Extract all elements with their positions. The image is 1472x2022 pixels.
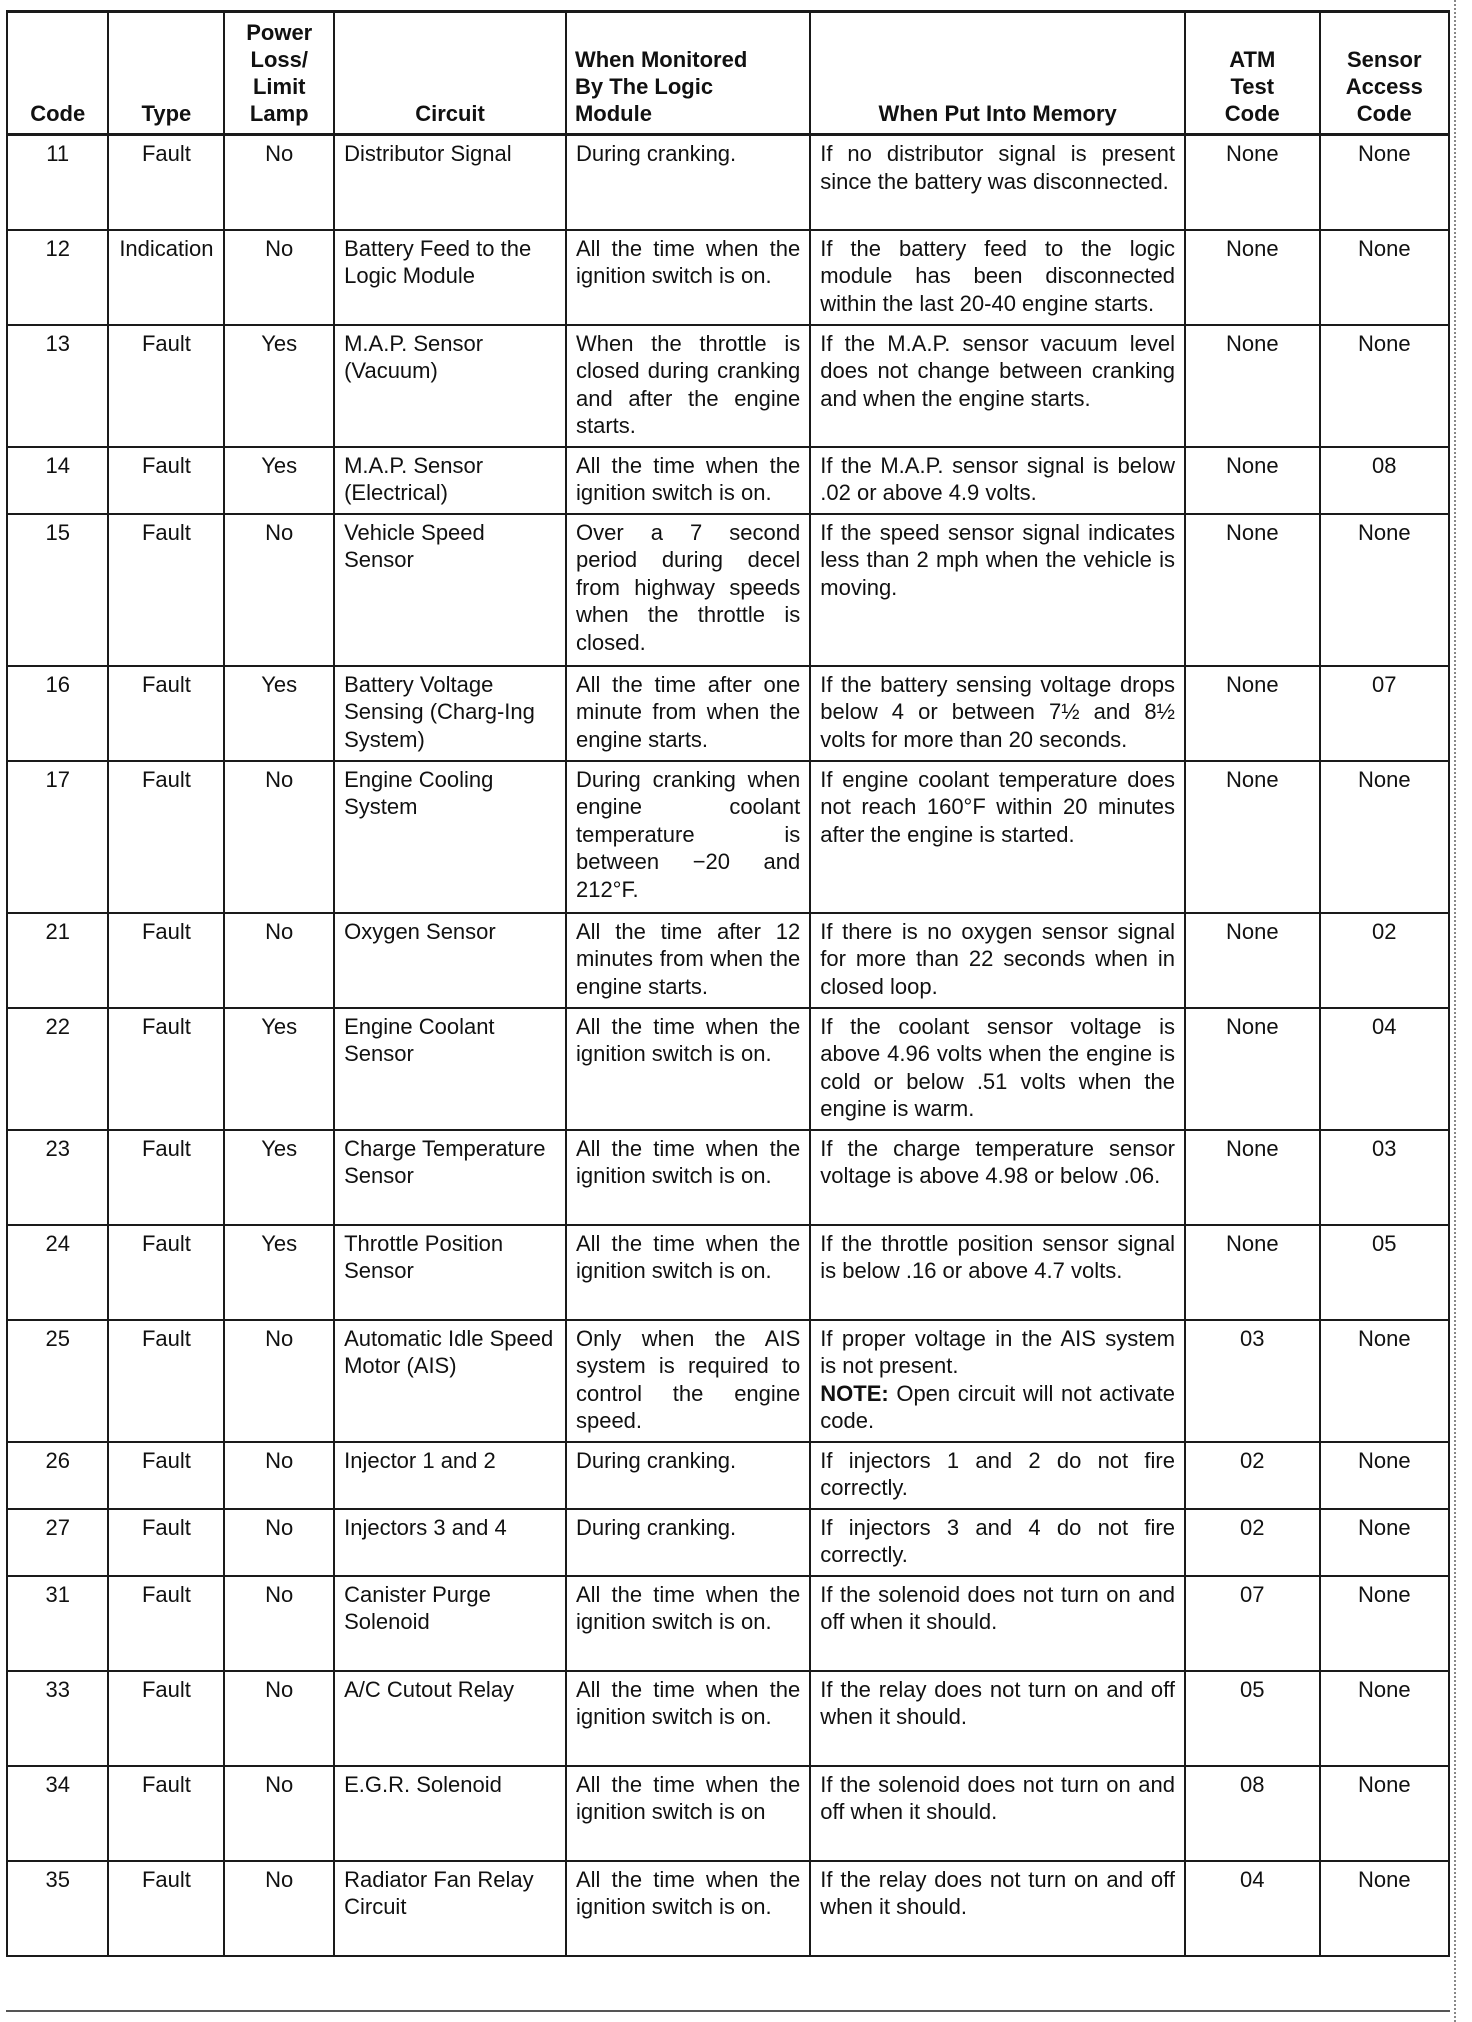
table-row (7, 1320, 1449, 1442)
cell-memory: If injectors 3 and 4 do not fire correctly. (810, 1509, 1185, 1576)
cell-memory: If the coolant sensor voltage is above 4.96 volts when the engine is cold or below .51 volts when the engine is warm. (810, 1008, 1185, 1130)
table-row (7, 447, 1449, 514)
cell-circuit: Radiator Fan Relay Circuit (334, 1861, 566, 1956)
cell-sensor-access: 04 (1320, 1008, 1449, 1130)
cell-atm: None (1185, 1130, 1320, 1225)
table-row (7, 666, 1449, 761)
cell-circuit: Canister Purge Solenoid (334, 1576, 566, 1671)
cell-sensor-access: 07 (1320, 666, 1449, 761)
memory-text: If proper voltage in the AIS system is not present. (820, 1325, 1175, 1378)
cell-sensor-access: 03 (1320, 1130, 1449, 1225)
cell-sensor-access: 02 (1320, 913, 1449, 1008)
cell-code: 33 (7, 1671, 108, 1766)
cell-lamp: No (224, 1509, 334, 1576)
cell-circuit: Throttle Position Sensor (334, 1225, 566, 1320)
cell-monitored: All the time when the ignition switch is on. (566, 1576, 810, 1671)
cell-sensor-access: None (1320, 1442, 1449, 1509)
cell-type: Fault (108, 1671, 224, 1766)
bottom-rule (6, 2010, 1450, 2012)
cell-memory: If the charge temperature sensor voltage is above 4.98 or below .06. (810, 1130, 1185, 1225)
cell-lamp: No (224, 1442, 334, 1509)
cell-monitored: All the time when the ignition switch is on. (566, 1130, 810, 1225)
cell-memory: If the solenoid does not turn on and off when it should. (810, 1576, 1185, 1671)
cell-memory: If there is no oxygen sensor signal for more than 22 seconds when in closed loop. (810, 913, 1185, 1008)
table-row (7, 1861, 1449, 1956)
cell-atm: 07 (1185, 1576, 1320, 1671)
cell-lamp: Yes (224, 1130, 334, 1225)
cell-lamp: Yes (224, 1225, 334, 1320)
cell-code: 34 (7, 1766, 108, 1861)
cell-type: Fault (108, 913, 224, 1008)
cell-circuit: Vehicle Speed Sensor (334, 514, 566, 666)
cell-lamp: Yes (224, 1008, 334, 1130)
cell-sensor-access: None (1320, 1576, 1449, 1671)
cell-atm: None (1185, 135, 1320, 230)
cell-type: Fault (108, 1861, 224, 1956)
table-row (7, 1671, 1449, 1766)
cell-atm: None (1185, 913, 1320, 1008)
cell-monitored: During cranking. (566, 1509, 810, 1576)
table-row (7, 1576, 1449, 1671)
cell-monitored: During cranking. (566, 1442, 810, 1509)
cell-type: Indication (108, 230, 224, 325)
cell-memory: If no distributor signal is present since the battery was disconnected. (810, 135, 1185, 230)
cell-circuit: Automatic Idle Speed Motor (AIS) (334, 1320, 566, 1442)
header-monitored-line: By The Logic (574, 74, 714, 99)
cell-type: Fault (108, 666, 224, 761)
cell-memory: If the battery sensing voltage drops below 4 or between 7½ and 8½ volts for more than 20 seconds. (810, 666, 1185, 761)
cell-lamp: Yes (224, 325, 334, 447)
header-sensor-access-code (1320, 12, 1449, 135)
cell-monitored: During cranking. (566, 135, 810, 230)
cell-memory: If engine coolant temperature does not reach 160°F within 20 minutes after the engine is started. (810, 761, 1185, 913)
cell-memory (810, 1320, 1185, 1442)
cell-lamp: No (224, 514, 334, 666)
cell-monitored: All the time when the ignition switch is on. (566, 230, 810, 325)
note-label: NOTE: (820, 1380, 889, 1406)
cell-lamp: No (224, 761, 334, 913)
cell-memory: If the solenoid does not turn on and off when it should. (810, 1766, 1185, 1861)
cell-circuit: Distributor Signal (334, 135, 566, 230)
header-when-put-into-memory: When Put Into Memory (810, 12, 1185, 135)
table-row (7, 1442, 1449, 1509)
cell-code: 15 (7, 514, 108, 666)
cell-lamp: No (224, 135, 334, 230)
cell-monitored: All the time when the ignition switch is on. (566, 1671, 810, 1766)
table-row (7, 1766, 1449, 1861)
header-type: Type (108, 12, 224, 135)
cell-monitored: All the time when the ignition switch is on. (566, 1225, 810, 1320)
cell-circuit: Charge Temperature Sensor (334, 1130, 566, 1225)
cell-lamp: No (224, 1576, 334, 1671)
cell-atm: 04 (1185, 1861, 1320, 1956)
cell-atm: 03 (1185, 1320, 1320, 1442)
cell-sensor-access: None (1320, 230, 1449, 325)
cell-circuit: M.A.P. Sensor (Vacuum) (334, 325, 566, 447)
cell-monitored: Only when the AIS system is required to control the engine speed. (566, 1320, 810, 1442)
cell-atm: None (1185, 447, 1320, 514)
cell-code: 24 (7, 1225, 108, 1320)
header-atm-line: Test (1230, 74, 1275, 99)
cell-circuit: Injectors 3 and 4 (334, 1509, 566, 1576)
cell-lamp: No (224, 1861, 334, 1956)
cell-sensor-access: None (1320, 1861, 1449, 1956)
cell-atm: None (1185, 1225, 1320, 1320)
cell-code: 12 (7, 230, 108, 325)
cell-circuit: Engine Coolant Sensor (334, 1008, 566, 1130)
cell-lamp: No (224, 1671, 334, 1766)
cell-atm: None (1185, 325, 1320, 447)
cell-monitored: Over a 7 second period during decel from highway speeds when the throttle is closed. (566, 514, 810, 666)
table-row (7, 514, 1449, 666)
cell-circuit: E.G.R. Solenoid (334, 1766, 566, 1861)
cell-type: Fault (108, 1008, 224, 1130)
cell-lamp: Yes (224, 666, 334, 761)
fault-code-table (6, 10, 1450, 1957)
table-row (7, 1008, 1449, 1130)
cell-sensor-access: 08 (1320, 447, 1449, 514)
table-header (7, 12, 1449, 135)
cell-memory: If the speed sensor signal indicates less than 2 mph when the vehicle is moving. (810, 514, 1185, 666)
cell-sensor-access: 05 (1320, 1225, 1449, 1320)
note-text: Open circuit will not activate code. (820, 1380, 1175, 1433)
cell-circuit: Battery Voltage Sensing (Charg-Ing System) (334, 666, 566, 761)
header-power-loss-limit-lamp (224, 12, 334, 135)
table-row (7, 325, 1449, 447)
cell-lamp: No (224, 1766, 334, 1861)
cell-monitored: All the time after 12 minutes from when the engine starts. (566, 913, 810, 1008)
header-lamp-line: Loss/ (250, 47, 308, 72)
cell-atm: None (1185, 230, 1320, 325)
header-lamp-line: Lamp (249, 101, 309, 126)
cell-monitored: All the time when the ignition switch is on. (566, 1008, 810, 1130)
cell-monitored: All the time when the ignition switch is on. (566, 447, 810, 514)
header-atm-test-code (1185, 12, 1320, 135)
table-row (7, 1509, 1449, 1576)
header-sensor-line: Access (1345, 74, 1423, 99)
cell-atm: None (1185, 666, 1320, 761)
cell-type: Fault (108, 1576, 224, 1671)
cell-circuit: Injector 1 and 2 (334, 1442, 566, 1509)
cell-atm: None (1185, 761, 1320, 913)
header-sensor-line: Code (1356, 101, 1412, 126)
cell-code: 13 (7, 325, 108, 447)
cell-sensor-access: None (1320, 514, 1449, 666)
header-atm-line: ATM (1229, 47, 1276, 72)
cell-code: 26 (7, 1442, 108, 1509)
cell-monitored: All the time when the ignition switch is on. (566, 1861, 810, 1956)
cell-type: Fault (108, 1320, 224, 1442)
cell-sensor-access: None (1320, 1509, 1449, 1576)
cell-code: 25 (7, 1320, 108, 1442)
table-row (7, 135, 1449, 230)
cell-type: Fault (108, 1442, 224, 1509)
cell-code: 22 (7, 1008, 108, 1130)
cell-type: Fault (108, 1766, 224, 1861)
cell-atm: 02 (1185, 1442, 1320, 1509)
table-row (7, 1225, 1449, 1320)
header-monitored-line: Module (574, 101, 652, 126)
cell-monitored: All the time after one minute from when the engine starts. (566, 666, 810, 761)
cell-atm: 02 (1185, 1509, 1320, 1576)
cell-sensor-access: None (1320, 1320, 1449, 1442)
cell-type: Fault (108, 135, 224, 230)
cell-circuit: Engine Cooling System (334, 761, 566, 913)
cell-type: Fault (108, 1130, 224, 1225)
table-row (7, 230, 1449, 325)
cell-circuit: Battery Feed to the Logic Module (334, 230, 566, 325)
cell-sensor-access: None (1320, 325, 1449, 447)
cell-atm: 05 (1185, 1671, 1320, 1766)
scan-edge-marks (1454, 0, 1466, 2022)
header-when-monitored (566, 12, 810, 135)
header-monitored-line: When Monitored (574, 47, 748, 72)
cell-monitored: During cranking when engine coolant temperature is between −20 and 212°F. (566, 761, 810, 913)
cell-sensor-access: None (1320, 1671, 1449, 1766)
cell-lamp: No (224, 230, 334, 325)
header-circuit: Circuit (334, 12, 566, 135)
header-code: Code (7, 12, 108, 135)
cell-type: Fault (108, 325, 224, 447)
cell-circuit: A/C Cutout Relay (334, 1671, 566, 1766)
cell-monitored: When the throttle is closed during cranking and after the engine starts. (566, 325, 810, 447)
header-lamp-line: Power (246, 20, 313, 45)
table-body (7, 135, 1449, 1956)
cell-atm: 08 (1185, 1766, 1320, 1861)
cell-memory: If the relay does not turn on and off when it should. (810, 1861, 1185, 1956)
cell-code: 23 (7, 1130, 108, 1225)
cell-atm: None (1185, 514, 1320, 666)
cell-code: 31 (7, 1576, 108, 1671)
cell-type: Fault (108, 761, 224, 913)
header-atm-line: Code (1224, 101, 1280, 126)
cell-type: Fault (108, 1225, 224, 1320)
table-row (7, 1130, 1449, 1225)
cell-sensor-access: None (1320, 761, 1449, 913)
table-row (7, 913, 1449, 1008)
cell-code: 17 (7, 761, 108, 913)
cell-lamp: Yes (224, 447, 334, 514)
cell-code: 27 (7, 1509, 108, 1576)
header-sensor-line: Sensor (1346, 47, 1422, 72)
cell-memory: If injectors 1 and 2 do not fire correctly. (810, 1442, 1185, 1509)
cell-sensor-access: None (1320, 1766, 1449, 1861)
cell-memory: If the battery feed to the logic module has been disconnected within the last 20-40 engine starts. (810, 230, 1185, 325)
cell-code: 14 (7, 447, 108, 514)
cell-memory: If the M.A.P. sensor vacuum level does not change between cranking and when the engine starts. (810, 325, 1185, 447)
cell-circuit: M.A.P. Sensor (Electrical) (334, 447, 566, 514)
header-lamp-line: Limit (252, 74, 306, 99)
cell-memory: If the throttle position sensor signal is below .16 or above 4.7 volts. (810, 1225, 1185, 1320)
cell-code: 16 (7, 666, 108, 761)
cell-lamp: No (224, 913, 334, 1008)
cell-code: 21 (7, 913, 108, 1008)
cell-circuit: Oxygen Sensor (334, 913, 566, 1008)
cell-memory: If the relay does not turn on and off when it should. (810, 1671, 1185, 1766)
cell-type: Fault (108, 514, 224, 666)
cell-memory: If the M.A.P. sensor signal is below .02 or above 4.9 volts. (810, 447, 1185, 514)
table-row (7, 761, 1449, 913)
cell-monitored: All the time when the ignition switch is on (566, 1766, 810, 1861)
cell-lamp: No (224, 1320, 334, 1442)
cell-sensor-access: None (1320, 135, 1449, 230)
cell-type: Fault (108, 1509, 224, 1576)
cell-atm: None (1185, 1008, 1320, 1130)
cell-code: 11 (7, 135, 108, 230)
cell-type: Fault (108, 447, 224, 514)
cell-code: 35 (7, 1861, 108, 1956)
